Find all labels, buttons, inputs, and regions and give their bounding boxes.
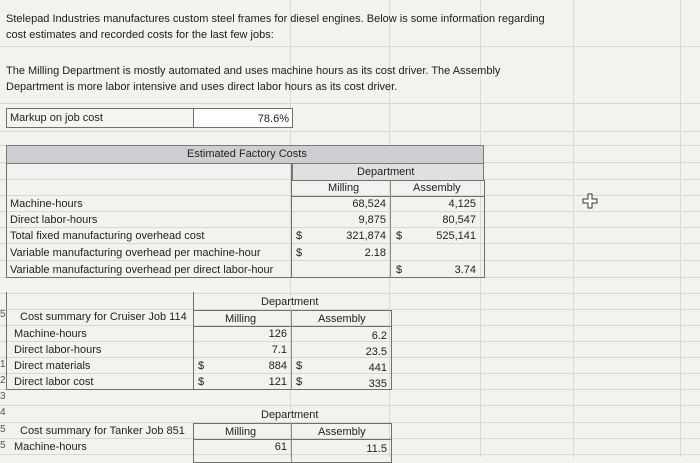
estimates-row-assembly: 525,141 [436,230,476,242]
estimates-row-label: Variable manufacturing overhead per machine-hour [10,247,261,259]
cruiser-row-label: Direct materials [14,360,91,372]
cruiser-row-milling: 884 [268,360,287,372]
estimates-row-label: Machine-hours [10,198,83,210]
tanker-title: Cost summary for Tanker Job 851 [20,425,185,437]
estimates-row-milling: 68,524 [352,198,386,210]
estimates-milling-header: Milling [328,182,360,194]
cruiser-header-underline [193,326,392,327]
cruiser-row-sym-milling: $ [198,360,205,372]
cruiser-row-sym-assembly: $ [296,376,303,388]
tanker-assembly-header: Assembly [318,426,366,438]
cruiser-row-assembly: 23.5 [365,346,387,358]
tanker-department: Department [261,409,319,421]
estimates-row-label: Variable manufacturing overhead per direct labor-hour [10,264,274,276]
markup-label: Markup on job cost [10,112,103,124]
grid-line [0,46,700,47]
estimates-row-label: Total fixed manufacturing overhead cost [10,230,205,242]
cell-cursor-icon [582,193,598,209]
tanker-header-underline [193,439,392,440]
markup-value-cell[interactable] [193,108,293,128]
cruiser-row-label: Machine-hours [14,328,87,340]
estimates-row-sym-assembly: $ [396,264,403,276]
cruiser-milling-header: Milling [225,313,257,325]
cruiser-row-label: Direct labor cost [14,376,94,388]
cruiser-title: Cost summary for Cruiser Job 114 [20,311,187,323]
estimates-row-milling: 2.18 [364,247,386,259]
row-number: 2 [0,375,6,386]
cruiser-row-assembly: 335 [368,378,387,390]
estimates-col-divider [390,180,391,278]
estimates-assembly-header: Assembly [413,182,461,194]
row-number: 5 [0,440,6,451]
intro-line-1: Stelepad Industries manufactures custom steel frames for diesel engines. Below is some information regarding [6,13,545,25]
intro-line-3: The Milling Department is mostly automated and uses machine hours as its cost driver. The Assembly [6,65,501,77]
markup-label-cell[interactable] [6,108,194,128]
tanker-col-divider [291,423,292,463]
cruiser-col-divider [291,310,292,390]
grid-line [0,131,700,132]
row-number: 5 [0,309,6,320]
estimates-row-sym-milling: $ [296,230,303,242]
estimates-row-label: Direct labor-hours [10,214,98,226]
grid-line [0,103,700,104]
estimates-row-sym-assembly: $ [396,230,403,242]
cruiser-assembly-header: Assembly [318,313,366,325]
estimates-row-assembly: 4,125 [448,198,476,210]
markup-value: 78.6% [257,113,289,125]
row-number: 4 [0,407,6,418]
cruiser-row-milling: 121 [268,376,287,388]
tanker-row-milling: 61 [274,441,287,453]
estimates-title: Estimated Factory Costs [187,148,307,160]
tanker-row-label: Machine-hours [14,441,87,453]
estimates-row-assembly: 3.74 [454,264,476,276]
cruiser-row-assembly: 441 [368,362,387,374]
cruiser-row-milling: 7.1 [271,344,287,356]
cruiser-row-milling: 126 [268,328,287,340]
estimates-department: Department [357,166,415,178]
tanker-milling-header: Milling [225,426,257,438]
cruiser-row-label: Direct labor-hours [14,344,102,356]
row-number: 3 [0,391,6,402]
estimates-row-sym-milling: $ [296,247,303,259]
tanker-row-assembly: 11.5 [366,443,387,455]
row-number: 1 [0,359,6,370]
cruiser-row-sym-milling: $ [198,376,205,388]
cruiser-department: Department [261,296,319,308]
estimates-row-milling: 321,874 [346,230,386,242]
cruiser-row-sym-assembly: $ [296,360,303,372]
estimates-row-milling: 9,875 [358,214,386,226]
estimates-row-assembly: 80,547 [442,214,476,226]
cruiser-row-assembly: 6.2 [371,330,387,342]
intro-line-2: cost estimates and recorded costs for the last few jobs: [6,29,274,41]
grid-line [0,405,700,406]
row-number: 5 [0,424,6,435]
intro-line-4: Department is more labor intensive and uses direct labor hours as its cost driver. [6,81,398,93]
